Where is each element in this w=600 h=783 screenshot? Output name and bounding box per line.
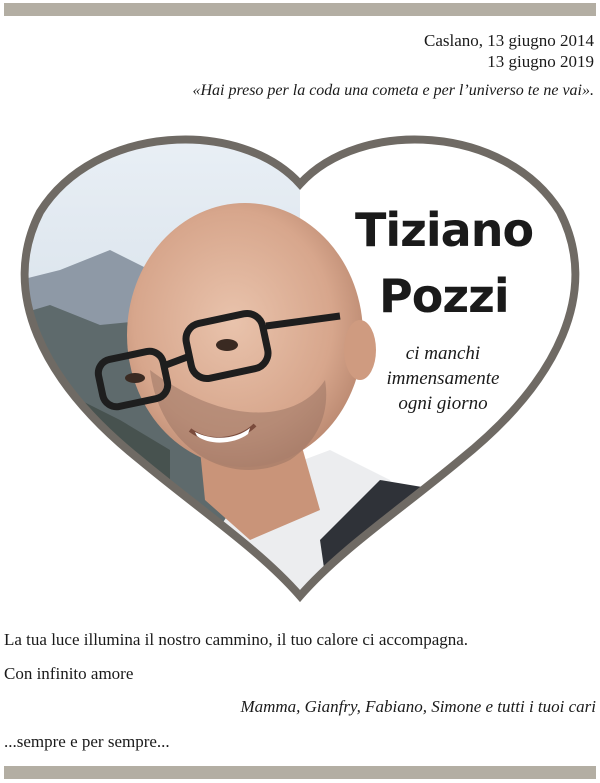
closing-line: ...sempre e per sempre... — [4, 732, 170, 751]
signers-line: Mamma, Gianfry, Fabiano, Simone e tutti i tuoi cari — [240, 697, 596, 716]
memorial-quote: «Hai preso per la coda una cometa e per l’universo te ne vai». — [192, 82, 594, 99]
top-decorative-bar — [4, 3, 596, 16]
tagline-line-3: ogni giorno — [398, 393, 488, 414]
memorial-message: La tua luce illumina il nostro cammino, il tuo calore ci accompagna. — [4, 630, 469, 649]
tagline-line-1: ci manchi — [405, 343, 481, 364]
bottom-decorative-bar — [4, 766, 596, 779]
with-love-line: Con infinito amore — [4, 664, 134, 683]
date-line-2: 13 giugno 2019 — [487, 52, 594, 71]
deceased-first-name: Tiziano — [355, 203, 534, 257]
tagline-line-2: immensamente — [386, 368, 500, 389]
date-line-1: Caslano, 13 giugno 2014 — [424, 31, 594, 50]
deceased-last-name: Pozzi — [379, 269, 509, 323]
